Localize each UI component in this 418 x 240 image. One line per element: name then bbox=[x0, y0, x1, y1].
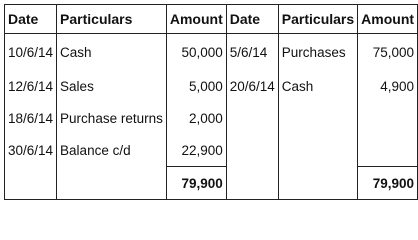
header-date-left: Date bbox=[5, 5, 57, 34]
credit-amount: 75,000 bbox=[358, 34, 418, 71]
totals-row bbox=[5, 167, 418, 200]
credit-particulars: Purchases bbox=[278, 34, 357, 71]
credit-date: 20/6/14 bbox=[226, 70, 278, 102]
debit-amount: 22,900 bbox=[166, 134, 226, 167]
header-amount-right: Amount bbox=[358, 5, 418, 34]
totals-blank-cell bbox=[278, 167, 357, 200]
debit-date: 10/6/14 bbox=[5, 34, 57, 71]
header-particulars-right: Particulars bbox=[278, 5, 357, 34]
totals-blank-cell bbox=[226, 167, 278, 200]
header-particulars-left: Particulars bbox=[57, 5, 167, 34]
header-amount-left: Amount bbox=[166, 5, 226, 34]
credit-particulars: Cash bbox=[278, 70, 357, 102]
credit-amount bbox=[358, 102, 418, 134]
totals-blank-cell bbox=[57, 167, 167, 200]
ledger-account-table bbox=[4, 4, 418, 200]
credit-date bbox=[226, 102, 278, 134]
totals-blank-cell bbox=[5, 167, 57, 200]
credit-particulars bbox=[278, 102, 357, 134]
credit-amount: 4,900 bbox=[358, 70, 418, 102]
debit-date: 12/6/14 bbox=[5, 70, 57, 102]
credit-date bbox=[226, 134, 278, 167]
table-row bbox=[5, 34, 418, 71]
debit-particulars: Cash bbox=[57, 34, 167, 71]
table-row bbox=[5, 134, 418, 167]
header-row bbox=[5, 5, 418, 34]
credit-date: 5/6/14 bbox=[226, 34, 278, 71]
debit-particulars: Purchase returns bbox=[57, 102, 167, 134]
header-date-right: Date bbox=[226, 5, 278, 34]
debit-particulars: Sales bbox=[57, 70, 167, 102]
credit-particulars bbox=[278, 134, 357, 167]
debit-amount: 2,000 bbox=[166, 102, 226, 134]
table-row bbox=[5, 70, 418, 102]
debit-particulars: Balance c/d bbox=[57, 134, 167, 167]
credit-amount bbox=[358, 134, 418, 167]
debit-date: 30/6/14 bbox=[5, 134, 57, 167]
debit-total: 79,900 bbox=[166, 167, 226, 200]
debit-amount: 5,000 bbox=[166, 70, 226, 102]
credit-total: 79,900 bbox=[358, 167, 418, 200]
debit-amount: 50,000 bbox=[166, 34, 226, 71]
table-row bbox=[5, 102, 418, 134]
debit-date: 18/6/14 bbox=[5, 102, 57, 134]
